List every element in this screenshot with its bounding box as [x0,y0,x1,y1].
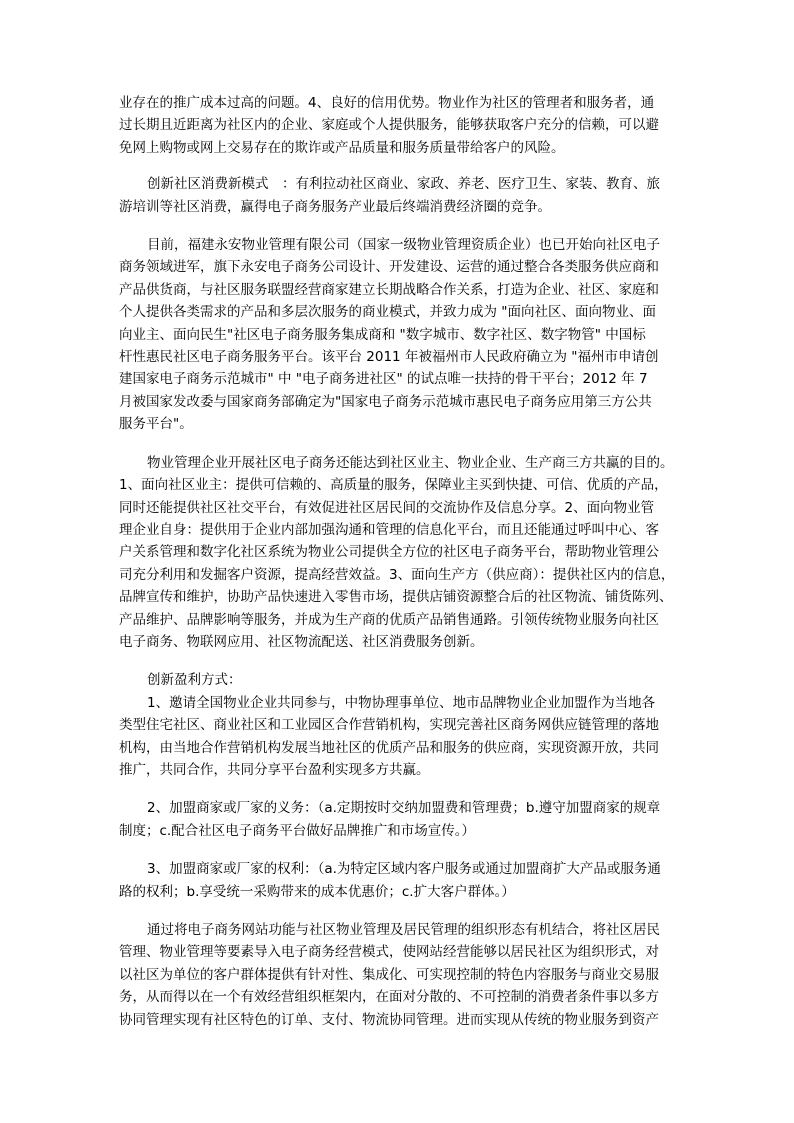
text-line: 物业管理企业开展社区电子商务还能达到社区业主、物业企业、生产商三方共赢的目的。 [147,454,674,471]
text-line: 管理、物业管理等要素导入电子商务经营模式，使网站经营能够以居民社区为组织形式，对 [119,944,659,961]
paragraph-rights [119,858,681,903]
text-line: 过长期且近距离为社区内的企业、家庭或个人提供服务，能够获取客户充分的信赖，可以避 [119,117,659,134]
paragraph-gap [119,653,681,669]
text-line: 务，从而得以在一个有效经营组织框架内，在面对分散的、不可控制的消费者条件事以多方 [119,989,659,1006]
text-line: 推广，共同合作，共同分享平台盈利实现多方共赢。 [119,761,430,778]
text-line: 商务领域进军，旗下永安电子商务公司设计、开发建设、运营的通过整合各类服务供应商和 [119,259,659,276]
text-line: 通过将电子商务网站功能与社区物业管理及居民管理的组织形态有机结合，将社区居民 [147,922,660,938]
paragraph-profit-model [119,669,681,781]
text-line: 司充分利用和发掘客户资源，提高经营效益。3、面向生产方（供应商）：提供社区内的信息， [119,566,675,583]
paragraph-gap [119,781,681,797]
text-line: 理企业自身：提供用于企业内部加强沟通和管理的信息化平台，而且还能通过呼叫中心、客 [119,521,659,538]
text-line: 1、邀请全国物业企业共同参与，中物协理事单位、地市品牌物业企业加盟作为当地各 [147,694,656,711]
text-line: 杆性惠民社区电子商务服务平台。该平台 2011 年被福州市人民政府确立为 "福州市申请创 [119,349,659,366]
text-line: 制度；c.配合社区电子商务平台做好品牌推广和市场宣传。） [119,822,475,839]
paragraph-gap [119,903,681,919]
paragraph-three-way-win [119,452,681,654]
text-line: 业存在的推广成本过高的问题。4、良好的信用优势。物业作为社区的管理者和服务者，通 [119,95,655,111]
text-line: 户关系管理和数字化社区系统为物业公司提供全方位的社区电子商务平台，帮助物业管理公 [119,544,659,561]
text-line: 类型住宅社区、商业社区和工业园区合作营销机构，实现完善社区商务网供应链管理的落地 [119,717,659,734]
text-line: 目前，福建永安物业管理有限公司（国家一级物业管理资质企业）也已开始向社区电子 [147,237,660,254]
text-line: 同时还能提供社区社交平台，有效促进社区居民间的交流协作及信息分享。2、面向物业管 [119,499,655,516]
text-line: 以社区为单位的客户群体提供有针对性、集成化、可实现控制的特色内容服务与商业交易服 [119,966,659,983]
section-heading: 创新盈利方式： [147,672,242,689]
text-line: 2、加盟商家或厂家的义务：（a.定期按时交纳加盟费和管理费；b.遵守加盟商家的规章 [147,800,661,817]
text-line: 创新社区消费新模式 ：有利拉动社区商业、家政、养老、医疗卫生、家装、教育、旅 [147,176,660,193]
text-line: 个人提供各类需求的产品和多层次服务的商业模式，并致力成为 "面向社区、面向物业、面 [119,304,656,321]
paragraph-gap [119,218,681,234]
text-line: 产品供货商，与社区服务联盟经营商家建立长期战略合作关系，打造为企业、社区、家庭和 [119,281,659,298]
text-line: 路的权利；b.享受统一采购带来的成本优惠价；c.扩大客户群体。） [119,883,515,900]
paragraph-obligations [119,797,681,842]
text-line: 协同管理实现有社区特色的订单、支付、物流协同管理。进而实现从传统的物业服务到资产 [119,1011,659,1028]
text-line: 游培训等社区消费，赢得电子商务服务产业最后终端消费经济圈的竞争。 [119,198,551,215]
paragraph-gap [119,436,681,452]
paragraph-yongan-company [119,234,681,436]
text-line: 月被国家发改委与国家商务部确定为"国家电子商务示范城市惠民电子商务应用第三方公共 [119,393,652,410]
text-line: 机构，由当地合作营销机构发展当地社区的优质产品和服务的供应商，实现资源开放，共同 [119,739,659,756]
text-line: 建国家电子商务示范城市" 中 "电子商务进社区" 的试点唯一扶持的骨干平台；2012 年 7 [119,371,648,388]
paragraph-consumption-model [119,173,681,218]
paragraph-credit-advantage [119,92,681,159]
text-line: 免网上购物或网上交易存在的欺诈或产品质量和服务质量带给客户的风险。 [119,139,565,156]
text-line: 品牌宣传和维护，协助产品快速进入零售市场，提供店铺资源整合后的社区物流、铺货陈列、 [119,589,673,606]
text-line: 电子商务、物联网应用、社区物流配送、社区消费服务创新。 [119,633,484,650]
text-line: 1、面向社区业主：提供可信赖的、高质量的服务，保障业主买到快捷、可信、优质的产品， [119,477,668,494]
paragraph-gap [119,159,681,173]
text-line: 3、加盟商家或厂家的权利：（a.为特定区域内客户服务或通过加盟商扩大产品或服务通 [147,861,661,878]
document-page [119,92,681,1031]
paragraph-integration [119,919,681,1031]
text-line: 服务平台"。 [119,416,193,433]
text-line: 产品维护、品牌影响等服务，并成为生产商的优质产品销售通路。引领传统物业服务向社区 [119,611,659,628]
text-line: 向业主、面向民生"社区电子商务服务集成商和 "数字城市、数字社区、数字物管" 中国标 [119,326,646,343]
paragraph-gap [119,842,681,858]
